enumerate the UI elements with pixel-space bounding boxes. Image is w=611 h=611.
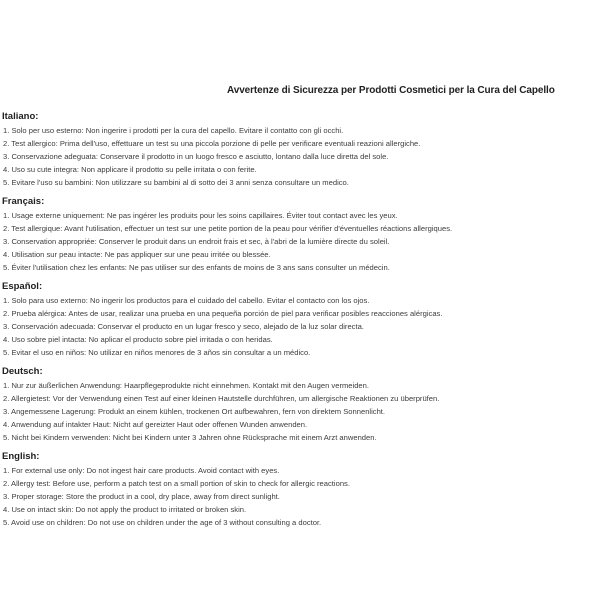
section-heading-francais: Français:	[2, 196, 45, 207]
page-title: Avvertenze di Sicurezza per Prodotti Cosmetici per la Cura del Capello	[227, 85, 555, 96]
section-francais	[2, 196, 611, 272]
warning-item: 2. Prueba alérgica: Antes de usar, realizar una prueba en una pequeña porción de piel para verificar posibles reacciones alérgicas.	[3, 309, 443, 318]
warning-item: 2. Test allergique: Avant l'utilisation, effectuer un test sur une petite portion de la peau pour vérifier d'éventuelles réactions allergiques.	[3, 224, 453, 233]
warning-item: 5. Éviter l'utilisation chez les enfants: Ne pas utiliser sur des enfants de moins de 3 ans sans consulter un médecin.	[3, 263, 390, 272]
warning-item: 4. Utilisation sur peau intacte: Ne pas appliquer sur une peau irritée ou blessée.	[3, 250, 271, 259]
warning-item: 4. Uso su cute integra: Non applicare il prodotto su pelle irritata o con ferite.	[3, 165, 257, 174]
warning-item: 4. Use on intact skin: Do not apply the product to irritated or broken skin.	[3, 505, 247, 514]
warning-item: 3. Angemessene Lagerung: Produkt an einem kühlen, trockenen Ort aufbewahren, fern von direktem Sonnenlicht.	[3, 407, 386, 416]
warning-item: 5. Evitar el uso en niños: No utilizar en niños menores de 3 años sin consultar a un médico.	[3, 348, 311, 357]
section-heading-espanol: Español:	[2, 281, 43, 292]
section-espanol	[2, 281, 611, 357]
section-english	[2, 451, 611, 527]
warning-item: 3. Conservación adecuada: Conservar el producto en un lugar fresco y seco, alejado de la luz solar directa.	[3, 322, 364, 331]
warning-item: 2. Allergietest: Vor der Verwendung einen Test auf einer kleinen Hautstelle durchführen, um allergische Reaktionen zu überprüfen.	[3, 394, 440, 403]
warning-item: 1. Usage externe uniquement: Ne pas ingérer les produits pour les soins capillaires. Éviter tout contact avec les yeux.	[3, 211, 398, 220]
section-heading-deutsch: Deutsch:	[2, 366, 43, 377]
warning-item: 5. Nicht bei Kindern verwenden: Nicht bei Kindern unter 3 Jahren ohne Rücksprache mit einem Arzt anwenden.	[3, 433, 377, 442]
warning-item: 1. Solo para uso externo: No ingerir los productos para el cuidado del cabello. Evitar el contacto con los ojos.	[3, 296, 370, 305]
section-deutsch	[2, 366, 611, 442]
warning-item: 1. Nur zur äußerlichen Anwendung: Haarpflegeprodukte nicht einnehmen. Kontakt mit den Augen vermeiden.	[3, 381, 369, 390]
section-italiano	[2, 111, 611, 187]
warning-item: 3. Proper storage: Store the product in a cool, dry place, away from direct sunlight.	[3, 492, 280, 501]
warning-item: 4. Uso sobre piel intacta: No aplicar el producto sobre piel irritada o con heridas.	[3, 335, 273, 344]
warning-item: 1. For external use only: Do not ingest hair care products. Avoid contact with eyes.	[3, 466, 280, 475]
warning-item: 3. Conservation appropriée: Conserver le produit dans un endroit frais et sec, à l'abri de la lumière directe du soleil.	[3, 237, 390, 246]
warning-item: 5. Avoid use on children: Do not use on children under the age of 3 without consulting a doctor.	[3, 518, 322, 527]
warning-item: 3. Conservazione adeguata: Conservare il prodotto in un luogo fresco e asciutto, lontano dalla luce diretta del sole.	[3, 152, 389, 161]
warning-item: 5. Evitare l'uso su bambini: Non utilizzare su bambini al di sotto dei 3 anni senza consultare un medico.	[3, 178, 349, 187]
warning-item: 1. Solo per uso esterno: Non ingerire i prodotti per la cura del capello. Evitare il contatto con gli occhi.	[3, 126, 344, 135]
section-heading-italiano: Italiano:	[2, 111, 39, 122]
warning-item: 2. Allergy test: Before use, perform a patch test on a small portion of skin to check for allergic reactions.	[3, 479, 350, 488]
warning-item: 2. Test allergico: Prima dell'uso, effettuare un test su una piccola porzione di pelle per verificare eventuali reazioni allergiche.	[3, 139, 421, 148]
warning-item: 4. Anwendung auf intakter Haut: Nicht auf gereizter Haut oder offenen Wunden anwenden.	[3, 420, 308, 429]
section-heading-english: English:	[2, 451, 40, 462]
